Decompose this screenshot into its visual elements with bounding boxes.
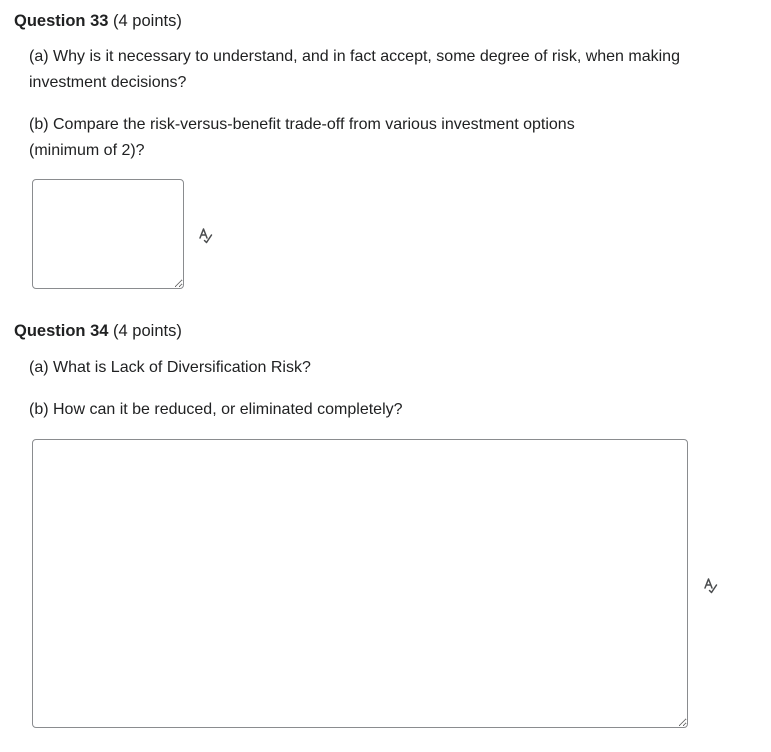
question-34-title — [14, 320, 182, 342]
question-34-label: Question 34 — [14, 322, 109, 340]
question-33-part-b: (b) Compare the risk-versus-benefit trade-off from various investment options (minimum of 2)? — [29, 116, 575, 159]
question-34-part-b: (b) How can it be reduced, or eliminated completely? — [29, 401, 403, 418]
question-34-part-a: (a) What is Lack of Diversification Risk? — [29, 359, 311, 376]
question-33-points: (4 points) — [113, 12, 182, 30]
question-33-part-a: (a) Why is it necessary to understand, and in fact accept, some degree of risk, when making investment decisions? — [29, 48, 680, 91]
question-34-answer-input[interactable] — [32, 439, 688, 728]
question-34-points: (4 points) — [113, 322, 182, 340]
spell-check-icon[interactable] — [701, 576, 719, 594]
question-33-label: Question 33 — [14, 12, 109, 30]
